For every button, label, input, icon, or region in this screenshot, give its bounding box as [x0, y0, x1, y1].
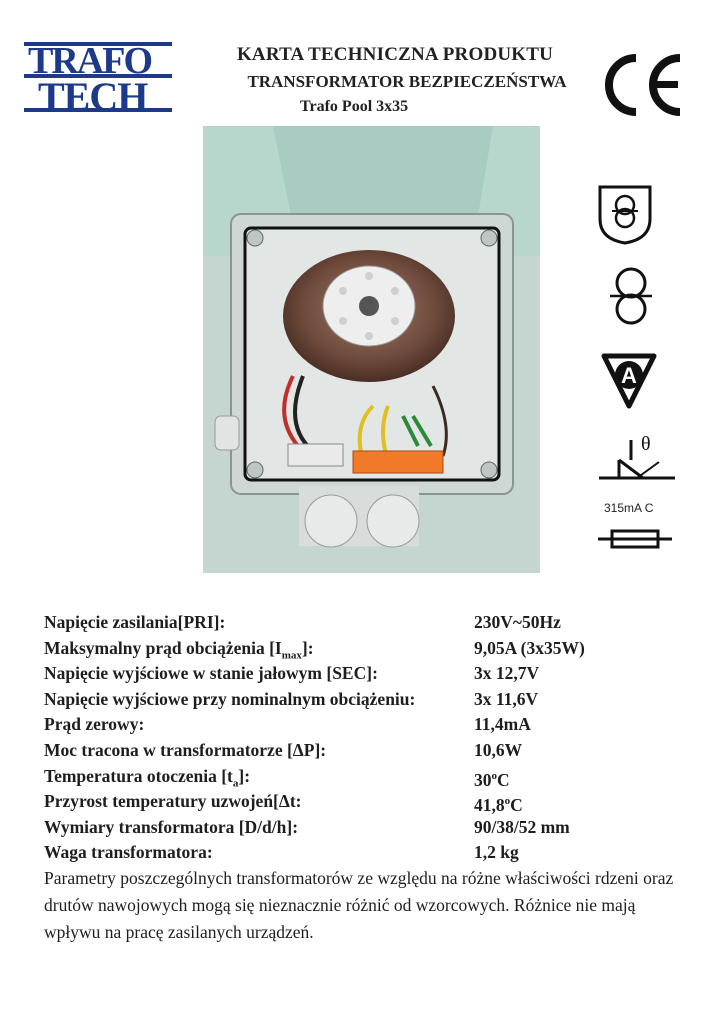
svg-text:TECH: TECH	[38, 74, 148, 119]
safety-isolating-transformer-icon	[608, 265, 654, 331]
svg-text:θ: θ	[641, 433, 651, 455]
short-circuit-proof-transformer-icon	[596, 183, 654, 245]
spec-row: Przyrost temperatury uzwojeń[Δt: 41,8$^o$C	[44, 791, 523, 815]
product-model: Trafo Pool 3x35	[300, 98, 409, 115]
spec-row: Napięcie wyjściowe w stanie jałowym [SEC]: 3x 12,7V	[44, 663, 540, 684]
product-photo	[203, 126, 540, 573]
fuse-icon	[598, 528, 672, 550]
thermal-protection-icon	[597, 430, 677, 482]
svg-text:A: A	[621, 363, 637, 388]
svg-text:CE: CE	[596, 50, 598, 51]
fuse-rating-label: 315mA C	[604, 501, 654, 515]
spec-row: Maksymalny prąd obciążenia $[I_{max}]$: 9,05A (3x35W)	[44, 637, 585, 662]
document-subtitle: TRANSFORMATOR BEZPIECZEŃSTWA	[247, 72, 567, 91]
spec-row: Napięcie zasilania[PRI]: 230V~50Hz	[44, 612, 561, 632]
class-a-icon	[598, 348, 660, 410]
disclaimer-note: Parametry poszczególnych transformatorów ze względu na różne właściwości rdzeni oraz drutów nawojowych mogą się nieznacznie różnić od wzorcowych. Różnice nie mają wpływu na pracę zasilanych urządzeń.	[44, 868, 674, 942]
spec-row: Prąd zerowy: 11,4mA	[44, 714, 531, 735]
spec-row: Wymiary transformatora [D/d/h]: 90/38/52 mm	[44, 816, 570, 837]
spec-row: Moc tracona w transformatorze [ΔP]: 10,6W	[44, 739, 523, 760]
trafotech-logo	[24, 34, 172, 120]
spec-row: Waga transformatora: 1,2 kg	[44, 842, 519, 863]
spec-row: Temperatura otoczenia $[t_a]$: 30$^o$C	[44, 765, 510, 790]
svg-text:TRAFO: TRAFO	[28, 40, 151, 82]
document-title: KARTA TECHNICZNA PRODUKTU	[236, 44, 554, 65]
specs-table	[44, 610, 684, 866]
ce-mark-icon	[596, 50, 686, 120]
spec-row: Napięcie wyjściowe przy nominalnym obciążeniu: 3x 11,6V	[44, 688, 539, 709]
